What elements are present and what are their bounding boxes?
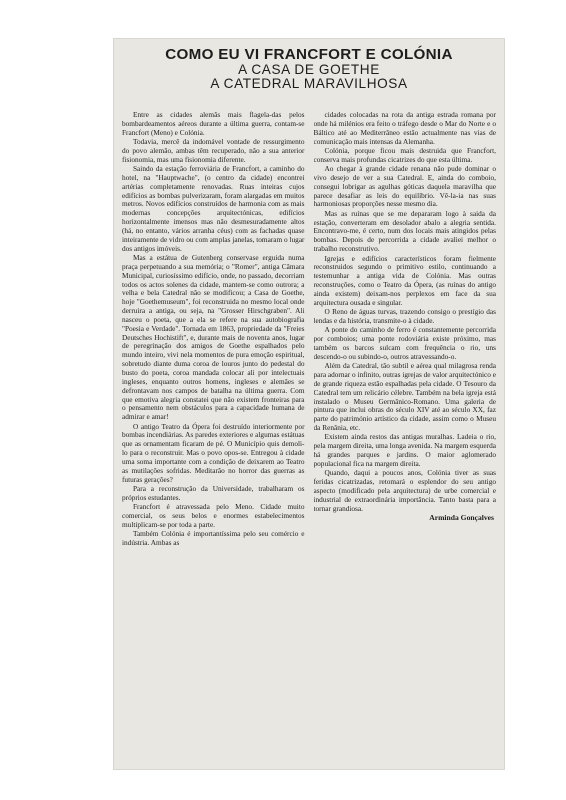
paragraph: Igrejas e edifícios característicos foram fielmente reconstruidos segundo o primitivo estilo, continuando a testemunhar a antiga vida de Colónia. Mas outras reconstruções, como o Teatro da Ópera, (as ruínas do antigo ainda existem) deixam-nos perplexos em face da sua arquitectura ousada e singular. [313,253,496,307]
paragraph: Mas a estátua de Gutenberg conservase erguida numa praça perpetuando a sua memória; o "Romer", antiga Câmara Municipal, curiosíssimo edifício, onde, no passado, decorriam todos os actos solenes da cidade, mantem-se como outrora; a velha e bela Catedral não se modificou; a Casa de Goethe, hoje "Goethemuseum", foi reconstruida no mesmo local onde derruira a antiga, ou seja, na "Grosser Hirschgraben". Ali nasceu o poeta, que a ela se refere na sua autobiografia "Poesia e Verdade". Tornada em 1863, propriedade da "Freies Deutsches Hochistift", e, durante mais de noventa anos, lugar de peregrinação dos amigos de Goethe espalhados pelo mundo inteiro, vivi nela momentos de pura emoção espiritual, sobretudo diante duma coroa de louros junto do pedestal do busto do poeta, coroa mandada colocar ali por intelectuais ingleses, enquanto outros homens, ingleses e alemães se defrontavam nos campos de batalha na última guerra. Com que emotiva alegria constatei que não existem fronteiras para o pensamento nem obstáculos para a capacidade humana de admirar e amar! [122,253,305,422]
paragraph: A ponte do caminho de ferro é constantemente percorrida por comboios; uma ponte rodoviária existe próximo, mas também os barcos sulcam com frequência o rio, uns descendo-o ou subindo-o, outros atravessando-o. [313,325,496,361]
paragraph: O antigo Teatro da Ópera foi destruído interiormente por bombas incendiárias. As paredes exteriores e algumas estátuas que as ornamentam ficaram de pé. O Município quis demoli-lo para o reconstruir. Mas o povo opos-se. Entregou à cidade uma soma importante com a condição de deixarem ao Teatro as mutilações sofridas. Meditarão no horror das guerras as futuras gerações? [122,421,305,484]
headline [120,47,498,91]
paragraph: Saindo da estação ferroviária de Francfort, a caminho do hotel, na "Hauptwache", (o centro da cidade) encontrei artérias completamente renovadas. Ruas inteiras cujos edifícios as bombas pulverizaram, foram alargadas em muitos metros. Novos edifícios construídos de harmonia com as mais modernas concepções arquitectónicas, edifícios horizontalmente imensos mas não desmesuradamente altos (há, no entanto, vários arranha céus) com as fachadas quase inteiramente de vidro ou com amplas janelas, tomaram o lugar dos antigos imóveis. [122,164,305,253]
column-right [314,111,497,763]
headline-line-2: A CASA DE GOETHE [238,61,380,77]
headline-line-3: A CATEDRAL MARAVILHOSA [210,76,408,92]
paragraph: Quando, daqui a poucos anos, Colónia tiver as suas feridas cicatrizadas, retomará o esplendor do seu antigo aspecto (modificado pela arquitectura) de urbe comercial e industrial de extraordinária importância. Tanto basta para a tornar grandiosa. [313,468,496,513]
paragraph: cidades colocadas na rota da antiga estrada romana por onde há milénios era feito o tráfego desde o Mar do Norte e o Báltico até ao Mediterrâneo estão actualmente nas vias de comunicação mais intensas da Alemanha. [313,111,496,146]
paragraph: Francfort é atravessada pelo Meno. Cidade muito comercial, os seus belos e enormes estabelecimentos multiplicam-se por toda a parte. [122,502,305,529]
paragraph: Todavia, mercê da indomável vontade de ressurgimento do povo alemão, ambas têm recuperado, não a sua anterior fisionomia, mas uma fisionomia diferente. [122,137,305,164]
paragraph: Ao chegar à grande cidade renana não pude dominar o vivo desejo de ver a sua Catedral. E, ainda do comboio, consegui lobrigar as agulhas góticas daquela maravilha que parece desafiar as leis do equilíbrio. Vê-la-ia nas suas harmoniosas proporções nesse mesmo dia. [313,164,496,209]
article-columns [122,111,496,763]
paragraph: Também Colónia é importantíssima pelo seu comércio e indústria. Ambas as [122,529,305,547]
headline-line-1: COMO EU VI FRANCFORT E COLÓNIA [165,46,453,63]
paragraph: O Reno de águas turvas, trazendo consigo o prestígio das lendas e da história, transmite-o à cidade. [313,307,496,325]
paragraph: Entre as cidades alemãs mais flagela-das pelos bombardeamentos aéreos durante a última guerra, contam-se Francfort (Meno) e Colónia. [122,111,305,137]
paragraph: Colónia, porque ficou mais destruida que Francfort, conserva mais profundas cicatrizes do que esta última. [313,145,496,164]
paragraph: Para a reconstrução da Universidade, trabalharam os próprios estudantes. [122,483,305,502]
paragraph: Além da Catedral, tão subtil e aérea qual milagrosa renda para adornar o infinito, outras igrejas de valor arquitectónico e de grande riqueza estão espalhadas pela cidade. O Tesouro da Catedral tem um relicário célebre. Também na bela igreja está instalado o Museu Germânico-Romano. Uma galeria de pintura que inclui obras do século XIV até ao século XX, faz parte do património artístico da cidade, assim como o Museu da Renânia, etc. [313,361,496,433]
paragraph: Existem ainda restos das antigas muralhas. Ladeia o rio, pela margem direita, uma longa avenida. Na margem esquerda há grandes parques e jardins. O maior aglomerado populacional fica na margem direita. [313,432,496,468]
author-signature: Arminda Gonçalves [429,512,494,522]
newspaper-clipping [113,38,505,770]
column-left [122,111,305,763]
paragraph: Mas as ruínas que se me depararam logo à saida da estação, converteram em desolador abalo a alegria sentida. Encontravo-me, é certo, num dos locais mais atingidos pelas bombas. Depois de percorrida a cidade avaliei melhor o trabalho reconstrutivo. [313,208,496,254]
